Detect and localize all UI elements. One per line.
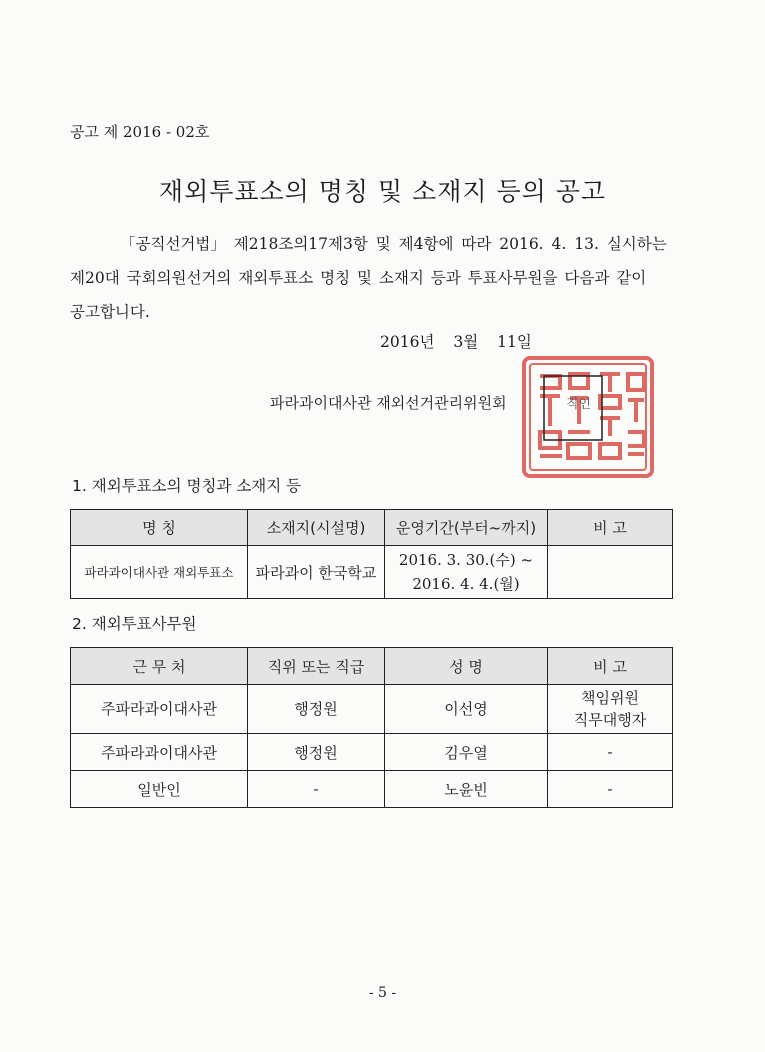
section-2-heading: 2. 재외투표사무원	[72, 615, 197, 633]
stamp-label: 직인	[566, 397, 592, 412]
table-row	[71, 685, 673, 734]
document-title: 재외투표소의 명칭 및 소재지 등의 공고	[158, 177, 607, 206]
polling-station-table	[70, 509, 673, 599]
committee-name: 파라과이대사관 재외선거관리위원회	[270, 394, 507, 412]
staff-workplace: 주파라과이대사관	[71, 685, 248, 734]
notice-number: 공고 제 2016 - 02호	[70, 123, 210, 141]
header-person-name: 성 명	[385, 648, 548, 685]
header-name: 명 칭	[71, 510, 248, 546]
notice-date: 2016년 3월 11일	[380, 333, 532, 351]
body-paragraph-line-3: 공고합니다.	[70, 303, 150, 321]
note-line-1: 책임위원	[581, 689, 639, 707]
period-start: 2016. 3. 30.(수) ~	[398, 551, 534, 569]
staff-position: 행정원	[248, 734, 385, 771]
station-period	[385, 546, 548, 599]
header-location: 소재지(시설명)	[248, 510, 385, 546]
station-location: 파라과이 한국학교	[248, 546, 385, 599]
staff-note: -	[548, 734, 673, 771]
header-note: 비 고	[548, 510, 673, 546]
body-paragraph-line-1: 「공직선거법」 제218조의17제3항 및 제4항에 따라 2016. 4. 13. 실시하는	[120, 235, 667, 253]
station-note	[548, 546, 673, 599]
table-row	[71, 771, 673, 808]
staff-position: -	[248, 771, 385, 808]
staff-table	[70, 647, 673, 808]
body-paragraph-line-2: 제20대 국회의원선거의 재외투표소 명칭 및 소재지 등과 투표사무원을 다음과 같이	[70, 269, 647, 287]
table-header-row	[71, 510, 673, 546]
staff-workplace: 주파라과이대사관	[71, 734, 248, 771]
staff-name: 김우열	[385, 734, 548, 771]
header-period: 운영기간(부터~까지)	[385, 510, 548, 546]
staff-position: 행정원	[248, 685, 385, 734]
table-row	[71, 546, 673, 599]
page-number: - 5 -	[368, 985, 397, 1001]
staff-name: 이선영	[385, 685, 548, 734]
header-workplace: 근 무 처	[71, 648, 248, 685]
note-line-2: 직무대행자	[573, 711, 647, 729]
staff-name: 노윤빈	[385, 771, 548, 808]
section-1-heading: 1. 재외투표소의 명칭과 소재지 등	[72, 477, 302, 495]
staff-note	[548, 685, 673, 734]
staff-note: -	[548, 771, 673, 808]
table-header-row	[71, 648, 673, 685]
header-position: 직위 또는 직급	[248, 648, 385, 685]
header-note: 비 고	[548, 648, 673, 685]
period-end: 2016. 4. 4.(월)	[412, 575, 520, 593]
table-row	[71, 734, 673, 771]
station-name: 파라과이대사관 재외투표소	[71, 546, 248, 599]
staff-workplace: 일반인	[71, 771, 248, 808]
